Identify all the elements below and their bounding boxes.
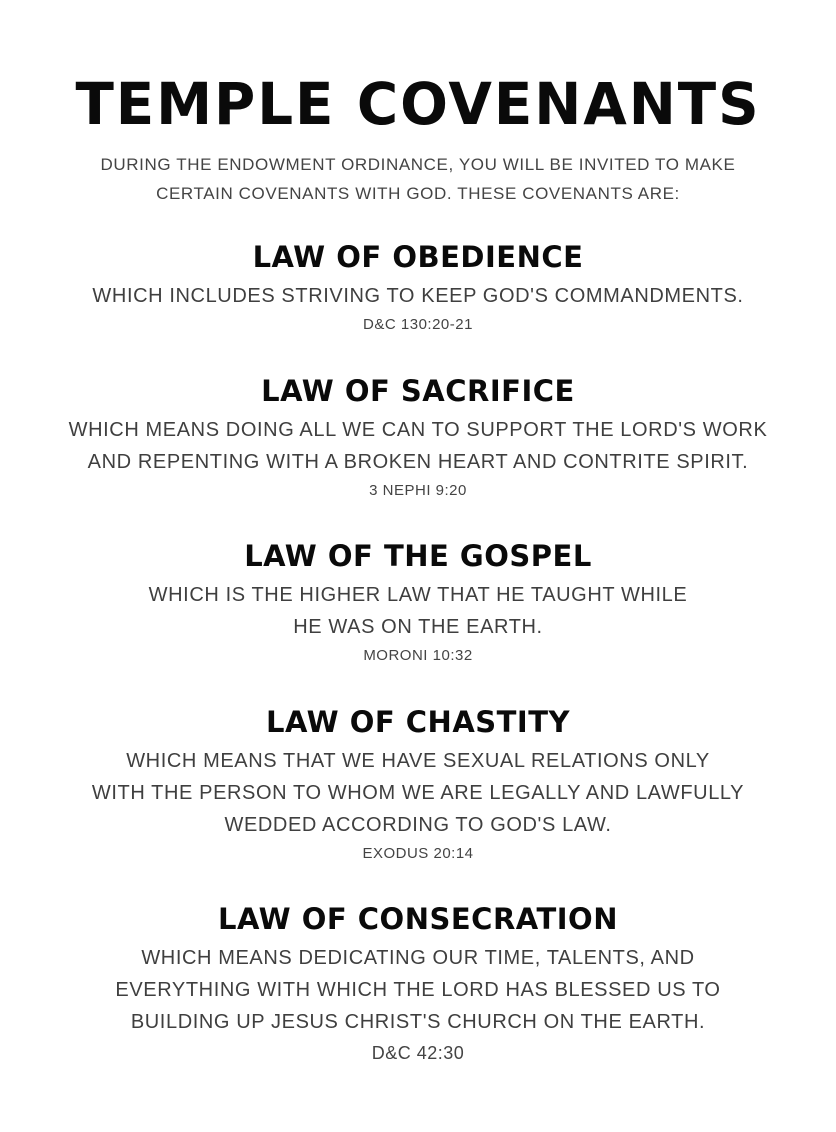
covenant-heading: LAW OF THE GOSPEL (244, 539, 592, 573)
covenant-heading: LAW OF CONSECRATION (218, 902, 618, 936)
intro-text: DURING THE ENDOWMENT ORDINANCE, YOU WILL BE INVITED TO MAKE CERTAIN COVENANTS WITH GOD. THESE COVENANTS ARE: (100, 155, 736, 203)
covenant-chastity (20, 703, 816, 867)
scripture-reference: D&C 42:30 (371, 1043, 465, 1063)
scripture-reference: D&C 130:20-21 (363, 316, 473, 333)
covenant-obedience (20, 238, 816, 338)
scripture-reference: 3 NEPHI 9:20 (369, 482, 467, 499)
covenant-heading: LAW OF SACRIFICE (261, 374, 575, 408)
covenant-description: WHICH MEANS DEDICATING OUR TIME, TALENTS, AND EVERYTHING WITH WHICH THE LORD HAS BLESSED US TO BUILDING UP JESUS CHRIST'S CHURCH ON THE EARTH. (115, 947, 721, 1033)
covenant-sacrifice (20, 372, 816, 504)
covenant-description: WHICH MEANS THAT WE HAVE SEXUAL RELATIONS ONLY WITH THE PERSON TO WHOM WE ARE LEGALLY AND LAWFULLY WEDDED ACCORDING TO GOD'S LAW. (91, 750, 745, 836)
covenant-gospel (20, 537, 816, 669)
covenant-description: WHICH MEANS DOING ALL WE CAN TO SUPPORT THE LORD'S WORK AND REPENTING WITH A BROKEN HEART AND CONTRITE SPIRIT. (68, 419, 768, 473)
covenant-description: WHICH IS THE HIGHER LAW THAT HE TAUGHT WHILE HE WAS ON THE EARTH. (148, 584, 688, 638)
covenant-heading: LAW OF CHASTITY (266, 705, 570, 739)
scripture-reference: EXODUS 20:14 (362, 845, 474, 862)
covenant-heading: LAW OF OBEDIENCE (252, 240, 584, 274)
scripture-reference: MORONI 10:32 (363, 647, 473, 664)
covenant-description: WHICH INCLUDES STRIVING TO KEEP GOD'S COMMANDMENTS. (92, 285, 744, 307)
covenant-consecration (20, 900, 816, 1068)
page-title: TEMPLE COVENANTS (75, 70, 761, 138)
